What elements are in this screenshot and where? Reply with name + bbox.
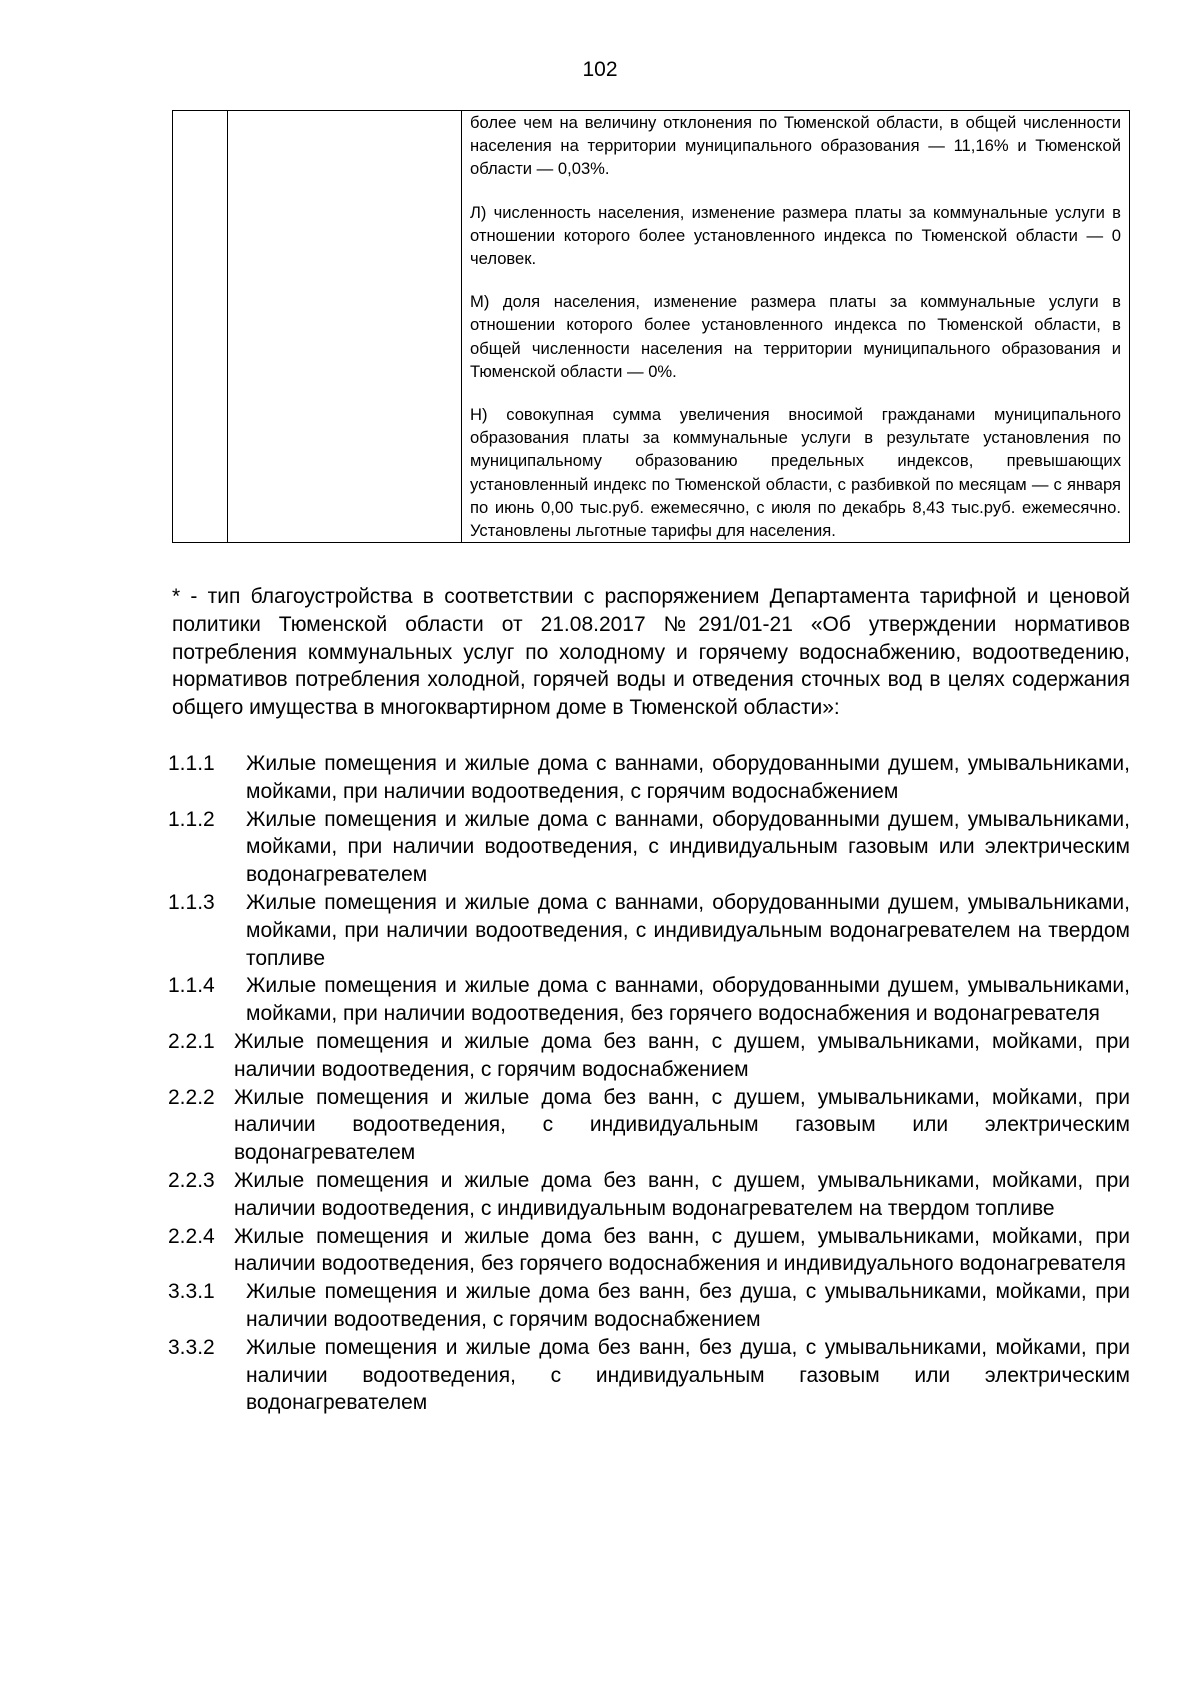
list-item-number: 2.2.2 (168, 1085, 215, 1109)
list-item-number: 3.3.2 (168, 1335, 215, 1359)
list-item-number: 3.3.1 (168, 1280, 215, 1304)
improvement-type-list (168, 750, 1130, 1417)
list-item (168, 750, 1130, 806)
list-item-text: Жилые помещения и жилые дома с ваннами, оборудованными душем, умывальниками, мойками, при наличии водоотведения, с горячим водоснабжением (246, 752, 1130, 803)
table-paragraph: М) доля населения, изменение размера платы за коммунальные услуги в отношении которого более установленного индекса по Тюменской области, в общей численности населения на территории муниципального образования и Тюменской области — 0%. (470, 292, 1121, 381)
list-item-text: Жилые помещения и жилые дома без ванн, с душем, умывальниками, мойками, при наличии водоотведения, с индивидуальным газовым или электрическим водонагревателем (234, 1085, 1130, 1165)
list-item-number: 1.1.2 (168, 807, 215, 831)
list-item-text: Жилые помещения и жилые дома без ванн, с душем, умывальниками, мойками, при наличии водоотведения, с индивидуальным водонагревателем на твердом топливе (234, 1168, 1130, 1220)
list-item-number: 2.2.4 (168, 1224, 215, 1248)
list-item-text: Жилые помещения и жилые дома без ванн, с душем, умывальниками, мойками, при наличии водоотведения, с горячим водоснабжением (234, 1029, 1130, 1081)
list-item-number: 1.1.3 (168, 890, 215, 914)
list-item (168, 972, 1130, 1028)
list-item-text: Жилые помещения и жилые дома без ванн, с душем, умывальниками, мойками, при наличии водоотведения, без горячего водоснабжения и индивидуального водонагревателя (234, 1224, 1130, 1276)
table-paragraph: Н) совокупная сумма увеличения вносимой гражданами муниципального образования платы за коммунальные услуги в результате установления по муниципальному образованию предельных индексов, превышающих установленный индекс по Тюменской области, с разбивкой по месяцам — с января по июнь 0,00 тыс.руб. ежемесячно, с июля по декабрь 8,43 тыс.руб. ежемесячно. Установлены льготные тарифы для населения. (470, 405, 1121, 541)
list-item (168, 806, 1130, 889)
table-cell-number (173, 111, 228, 543)
footnote: * - тип благоустройства в соответствии с распоряжением Департамента тарифной и ценовой политики Тюменской области от 21.08.2017 №291/01-21 «Об утверждении нормативов потребления коммунальных услуг по холодному и горячему водоснабжению, водоотведению, нормативов потребления холодной, горячей воды и отведения сточных вод в целях содержания общего имущества в многоквартирном доме в Тюменской области»: (172, 585, 1130, 720)
list-item (168, 1278, 1130, 1334)
table-paragraph: более чем на величину отклонения по Тюменской области, в общей численности населения на территории муниципального образования — 11,16% и Тюменской области — 0,03%. (470, 113, 1121, 179)
list-item (168, 889, 1130, 972)
list-item-number: 2.2.3 (168, 1168, 215, 1192)
list-item-number: 1.1.1 (168, 752, 215, 775)
page-number: 102 (582, 58, 618, 81)
list-item-number: 1.1.4 (168, 974, 215, 998)
list-item-text: Жилые помещения и жилые дома без ванн, без душа, с умывальниками, мойками, при наличии водоотведения, с индивидуальным газовым или электрическим водонагревателем (246, 1335, 1130, 1415)
list-item (168, 1223, 1130, 1279)
list-item-text: Жилые помещения и жилые дома без ванн, без душа, с умывальниками, мойками, при наличии водоотведения, с горячим водоснабжением (246, 1280, 1130, 1331)
list-item (168, 1334, 1130, 1417)
table-row (173, 111, 1130, 543)
list-item (168, 1167, 1130, 1223)
table-cell-indicator (228, 111, 462, 543)
table-cell-description (462, 111, 1130, 543)
list-item (168, 1028, 1130, 1084)
list-item-text: Жилые помещения и жилые дома с ваннами, оборудованными душем, умывальниками, мойками, при наличии водоотведения, с индивидуальным водонагревателем на твердом топливе (246, 890, 1130, 970)
continued-table (172, 110, 1130, 543)
list-item-text: Жилые помещения и жилые дома с ваннами, оборудованными душем, умывальниками, мойками, при наличии водоотведения, без горячего водоснабжения и водонагревателя (246, 974, 1130, 1026)
list-item-number: 2.2.1 (168, 1029, 215, 1053)
table-paragraph: Л) численность населения, изменение размера платы за коммунальные услуги в отношении которого более установленного индекса по Тюменской области — 0 человек. (470, 202, 1121, 269)
list-item-text: Жилые помещения и жилые дома с ваннами, оборудованными душем, умывальниками, мойками, при наличии водоотведения, с индивидуальным газовым или электрическим водонагревателем (246, 807, 1130, 887)
list-item (168, 1084, 1130, 1167)
